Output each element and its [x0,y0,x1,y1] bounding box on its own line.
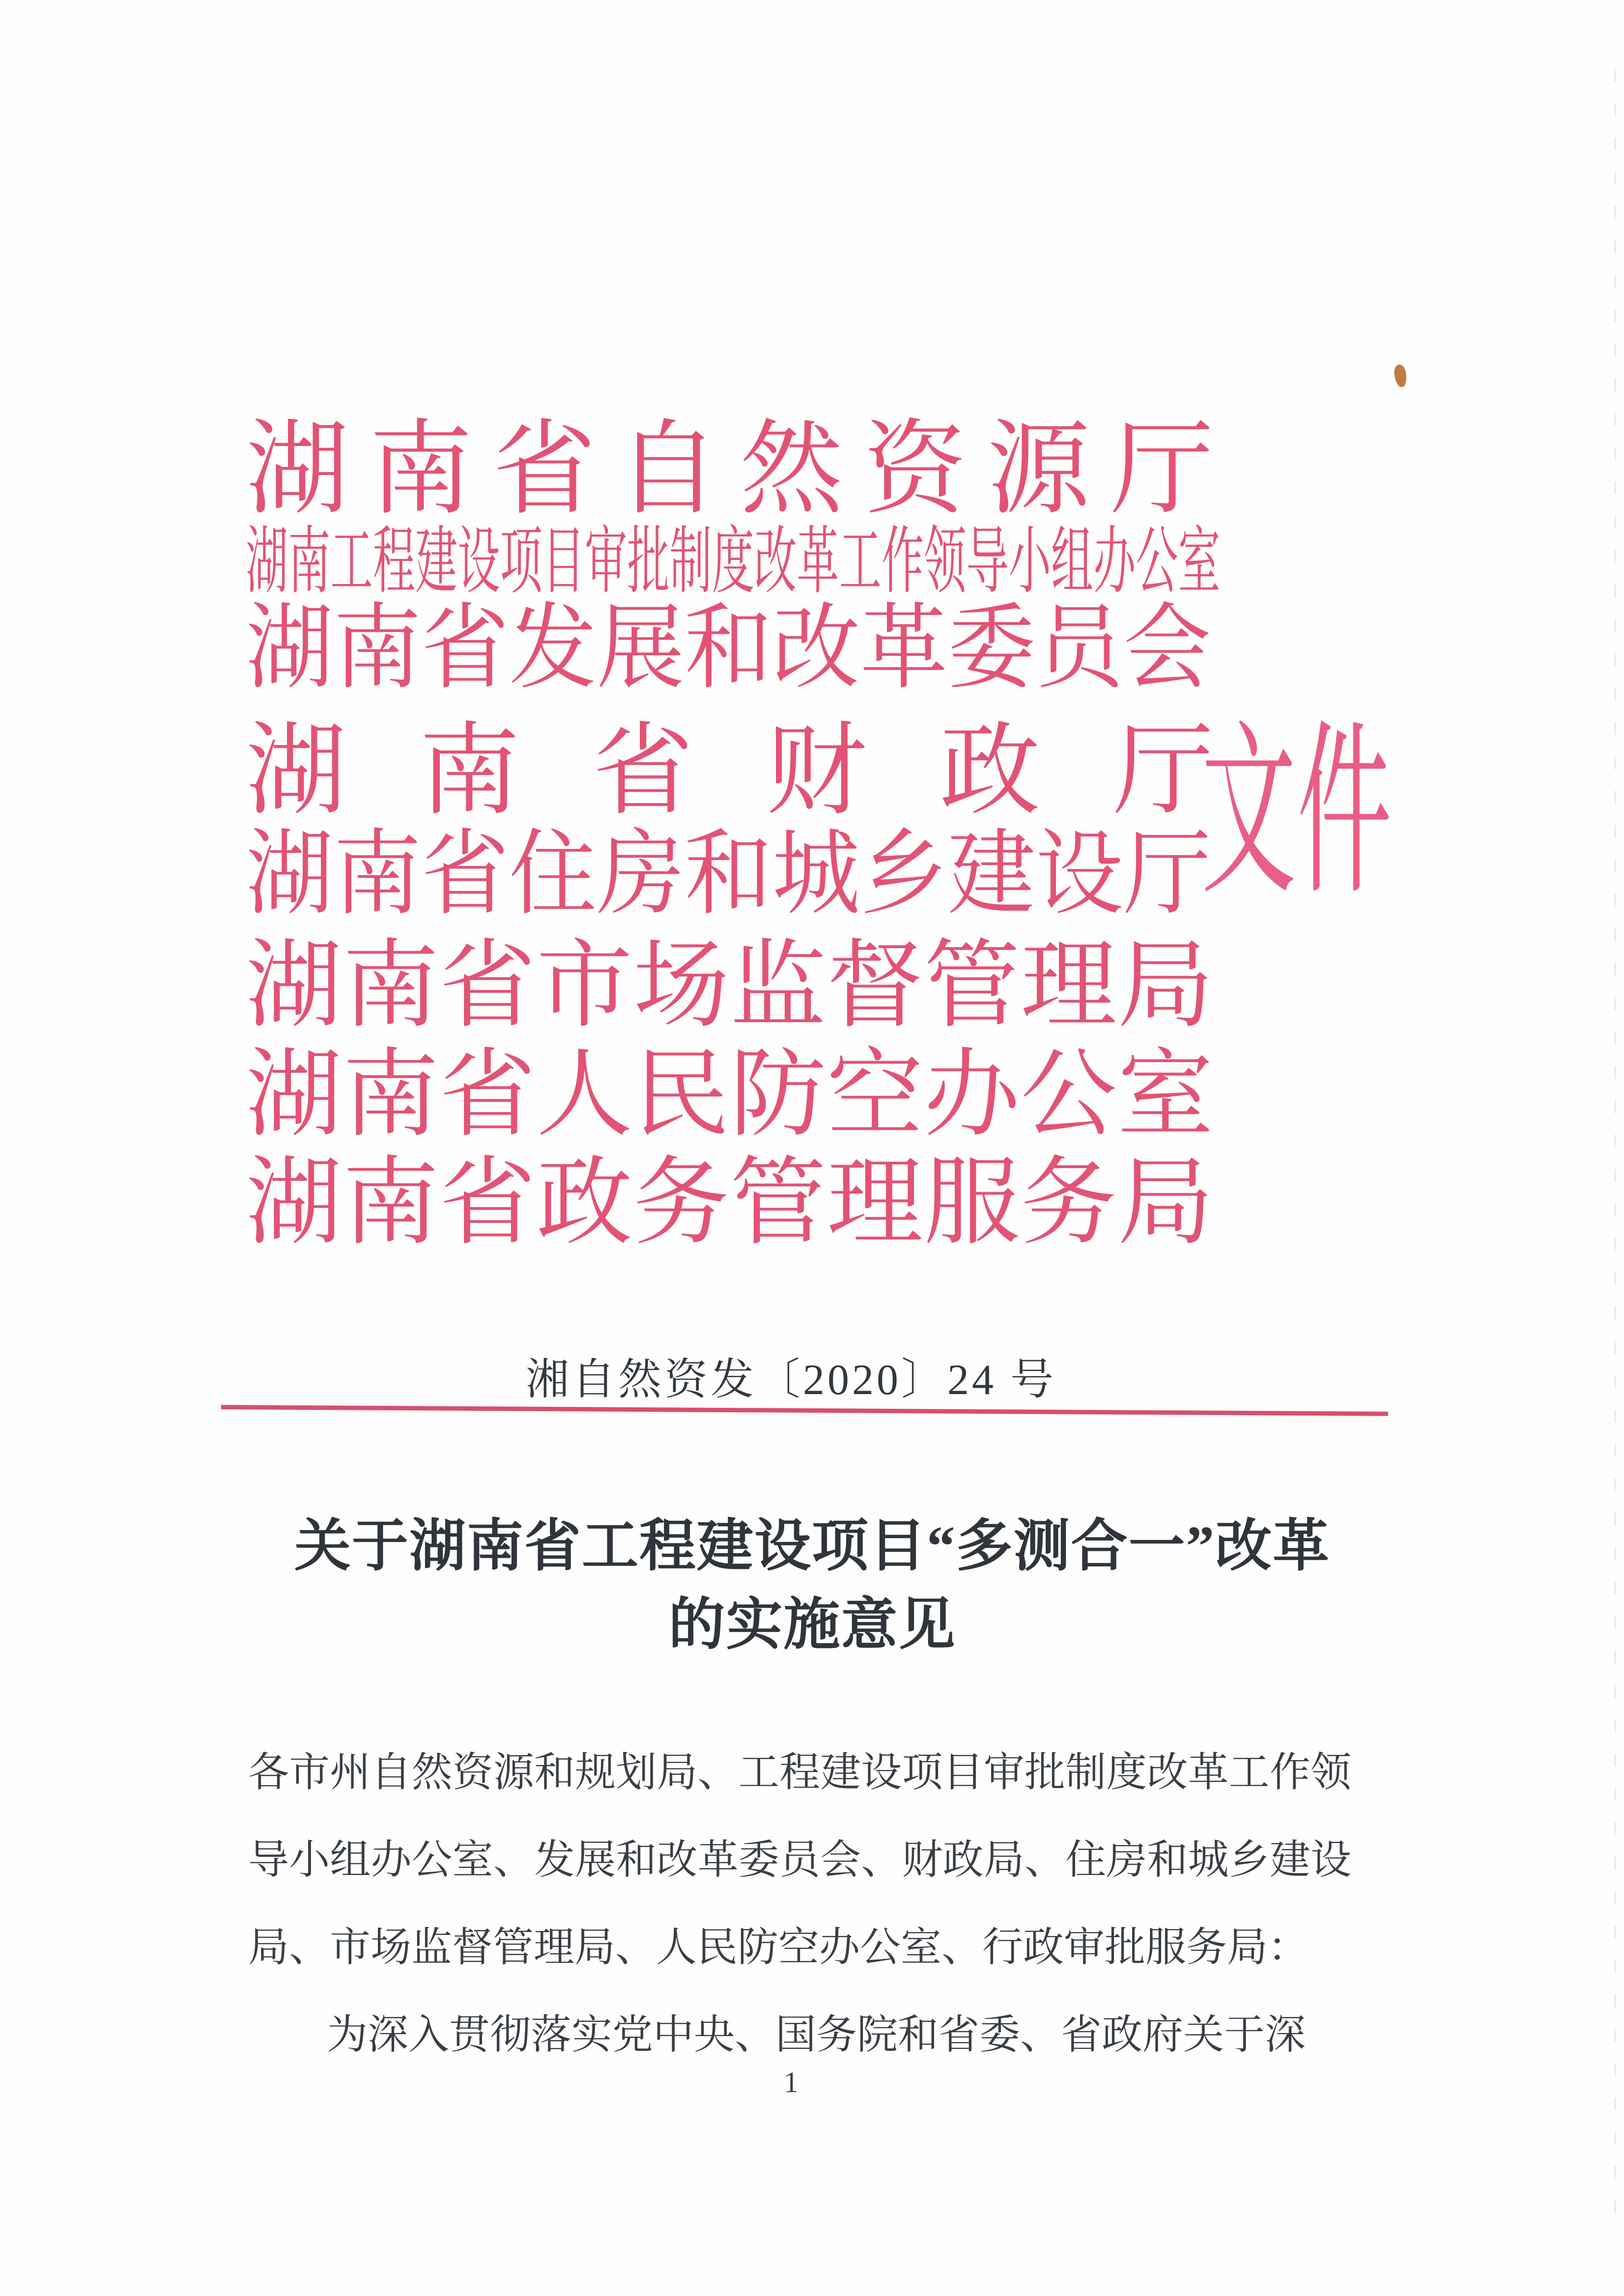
agency-line-approval-reform-office: 湖南工程建设项目审批制度改革工作领导小组办公室 [246,521,1221,603]
document-title [240,1507,1385,1664]
body-line-recipients-1: 各市州自然资源和规划局、工程建设项目审批制度改革工作领 [248,1750,1351,1795]
title-line-2: 的实施意见 [668,1594,956,1656]
agency-line-civil-air-defense: 湖南省人民防空办公室 [246,1042,1214,1148]
body-line-recipients-3: 局、市场监督管理局、人民防空办公室、行政审批服务局： [248,1925,1309,1970]
body-line-paragraph-start: 为深入贯彻落实党中央、国务院和省委、省政府关于深 [327,2012,1306,2057]
agency-line-housing-construction: 湖南省住房和城乡建设厅 [246,823,1211,926]
page-number: 1 [784,2066,798,2099]
agency-line-natural-resources: 湖南省自然资源厅 [246,413,1214,527]
agency-line-government-service: 湖南省政务管理服务局 [246,1150,1214,1257]
scan-speck [1393,364,1408,388]
title-line-1: 关于湖南省工程建设项目“多测合一”改革 [294,1515,1330,1577]
file-label: 文件 [1201,710,1393,917]
agency-line-finance: 湖南省财政厅 [246,716,1214,827]
scan-edge-shadow [1615,69,1616,2220]
document-number: 湘自然资发〔2020〕24 号 [525,1356,1056,1404]
body-line-recipients-2: 导小组办公室、发展和改革委员会、财政局、住房和城乡建设 [248,1837,1351,1882]
body-text [248,1729,1351,2078]
agency-line-development-reform: 湖南省发展和改革委员会 [246,597,1211,700]
agency-line-market-supervision: 湖南省市场监督管理局 [246,933,1214,1039]
